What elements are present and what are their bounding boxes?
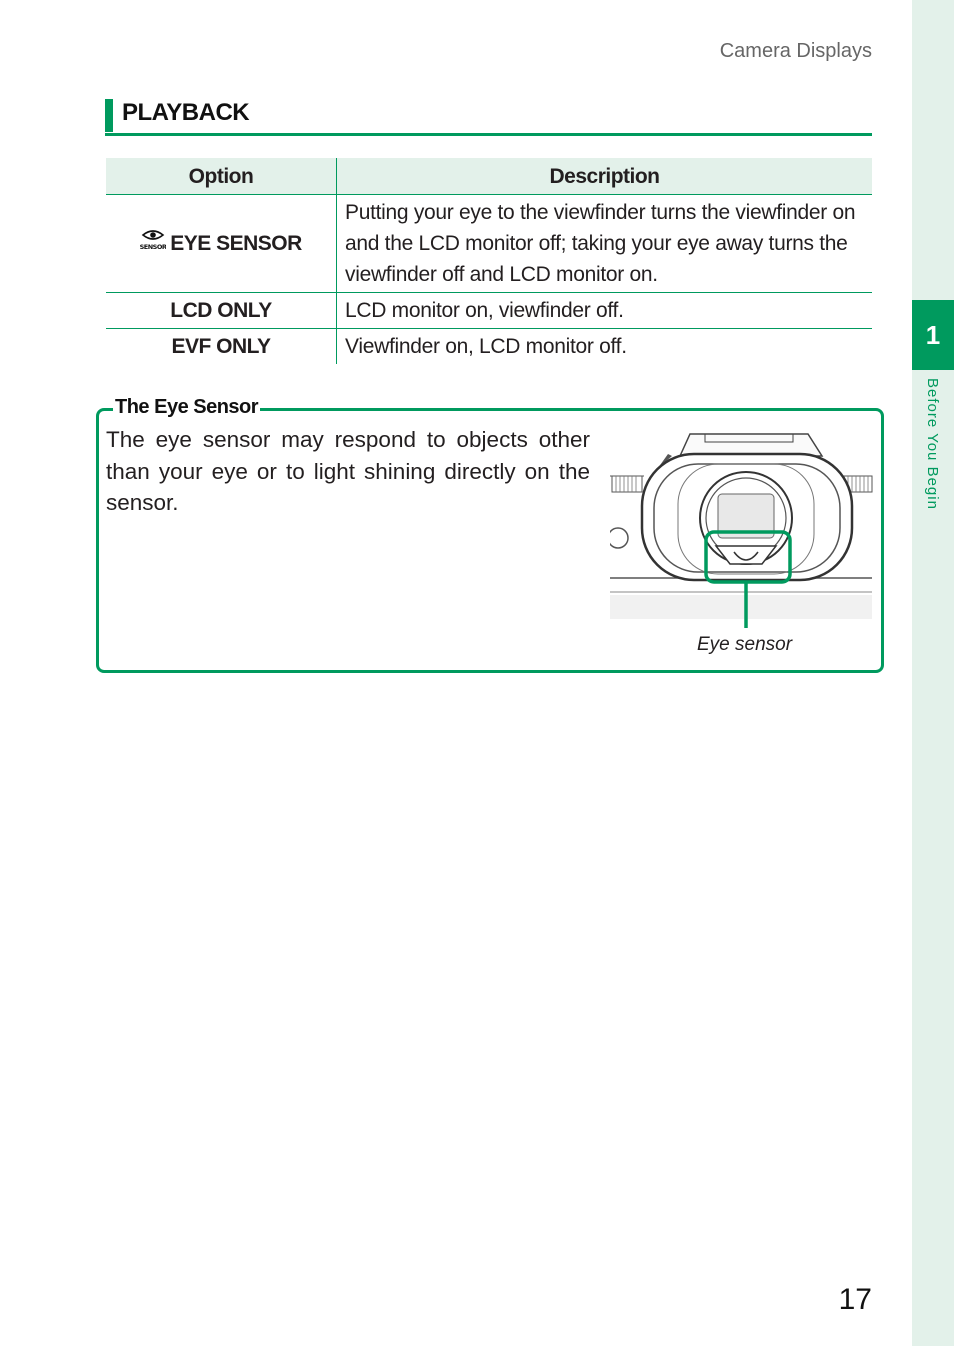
section-title: PLAYBACK xyxy=(122,99,250,126)
section-heading xyxy=(105,99,872,136)
table-row xyxy=(106,329,872,365)
description-cell: LCD monitor on, viewfinder off. xyxy=(337,293,873,329)
options-table xyxy=(106,158,872,364)
description-cell: Putting your eye to the viewfinder turns the viewfinder on and the LCD monitor off; taking your eye away turns the viewfinder off and LCD monitor on. xyxy=(337,195,873,293)
page-number: 17 xyxy=(838,1283,872,1316)
chapter-tab[interactable]: 1 xyxy=(912,300,954,370)
option-label: LCD ONLY xyxy=(106,293,337,329)
table-row xyxy=(106,195,872,293)
description-cell: Viewfinder on, LCD monitor off. xyxy=(345,335,627,358)
figure-caption: Eye sensor xyxy=(697,634,793,655)
option-label: EYE SENSOR xyxy=(170,231,302,255)
note-title: The Eye Sensor xyxy=(115,396,259,418)
heading-accent-bar xyxy=(105,99,113,132)
table-header-row xyxy=(106,158,872,195)
eye-sensor-icon xyxy=(140,228,166,259)
camera-eye-sensor-illustration xyxy=(610,428,874,628)
table-row xyxy=(106,293,872,329)
eye-sensor-icon-label: SENSOR xyxy=(140,243,167,251)
chapter-sidebar xyxy=(912,0,954,1346)
chapter-title: Before You Begin xyxy=(924,378,941,510)
running-head: Camera Displays xyxy=(719,40,872,62)
option-cell xyxy=(106,195,337,293)
option-label: EVF ONLY xyxy=(106,329,337,365)
header-description: Description xyxy=(337,158,873,195)
header-option: Option xyxy=(106,158,337,195)
note-text: The eye sensor may respond to objects other than your eye or to light shining directly on the sensor. xyxy=(106,427,590,515)
